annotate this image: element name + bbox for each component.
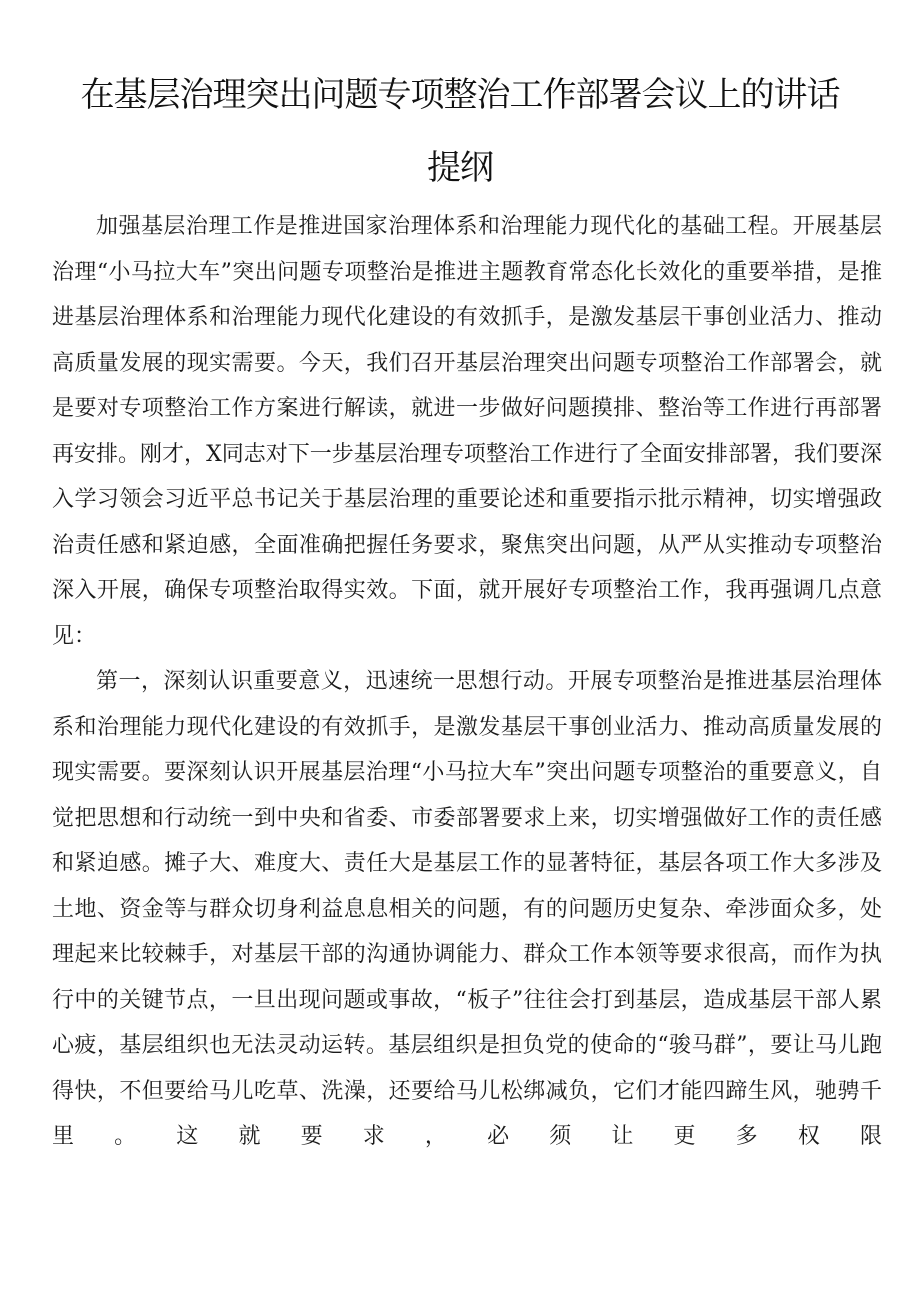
document-title-line-2: 提纲 — [427, 148, 493, 188]
document-body — [52, 204, 882, 1160]
paragraph-first-point: 第一，深刻认识重要意义，迅速统一思想行动。开展专项整治是推进基层治理体系和治理能力现代化建设的有效抓手，是激发基层干事创业活力、推动高质量发展的现实需要。要深刻认识开展基层治理“小马拉大车”突出问题专项整治的重要意义，自觉把思想和行动统一到中央和省委、市委部署要求上来，切实增强做好工作的责任感和紧迫感。摊子大、难度大、责任大是基层工作的显著特征，基层各项工作大多涉及土地、资金等与群众切身利益息息相关的问题，有的问题历史复杂、牵涉面众多，处理起来比较棘手，对基层干部的沟通协调能力、群众工作本领等要求很高，而作为执行中的关键节点，一旦出现问题或事故，“板子”往往会打到基层，造成基层干部人累心疲，基层组织也无法灵动运转。基层组织是担负党的使命的“骏马群”，要让马儿跑得快，不但要给马儿吃草、洗澡，还要给马儿松绑减负，它们才能四蹄生风，驰骋千里。这就要求，必须让更多权限 — [52, 669, 882, 1149]
document-title-line-1: 在基层治理突出问题专项整治工作部署会议上的讲话 — [80, 75, 840, 115]
paragraph-intro: 加强基层治理工作是推进国家治理体系和治理能力现代化的基础工程。开展基层治理“小马拉大车”突出问题专项整治是推进主题教育常态化长效化的重要举措，是推进基层治理体系和治理能力现代化建设的有效抓手，是激发基层干事创业活力、推动高质量发展的现实需要。今天，我们召开基层治理突出问题专项整治工作部署会，就是要对专项整治工作方案进行解读，就进一步做好问题摸排、整治等工作进行再部署再安排。刚才，X同志对下一步基层治理专项整治工作进行了全面安排部署，我们要深入学习领会习近平总书记关于基层治理的重要论述和重要指示批示精神，切实增强政治责任感和紧迫感，全面准确把握任务要求，聚焦突出问题，从严从实推动专项整治深入开展，确保专项整治取得实效。下面，就开展好专项整治工作，我再强调几点意见： — [52, 214, 882, 649]
